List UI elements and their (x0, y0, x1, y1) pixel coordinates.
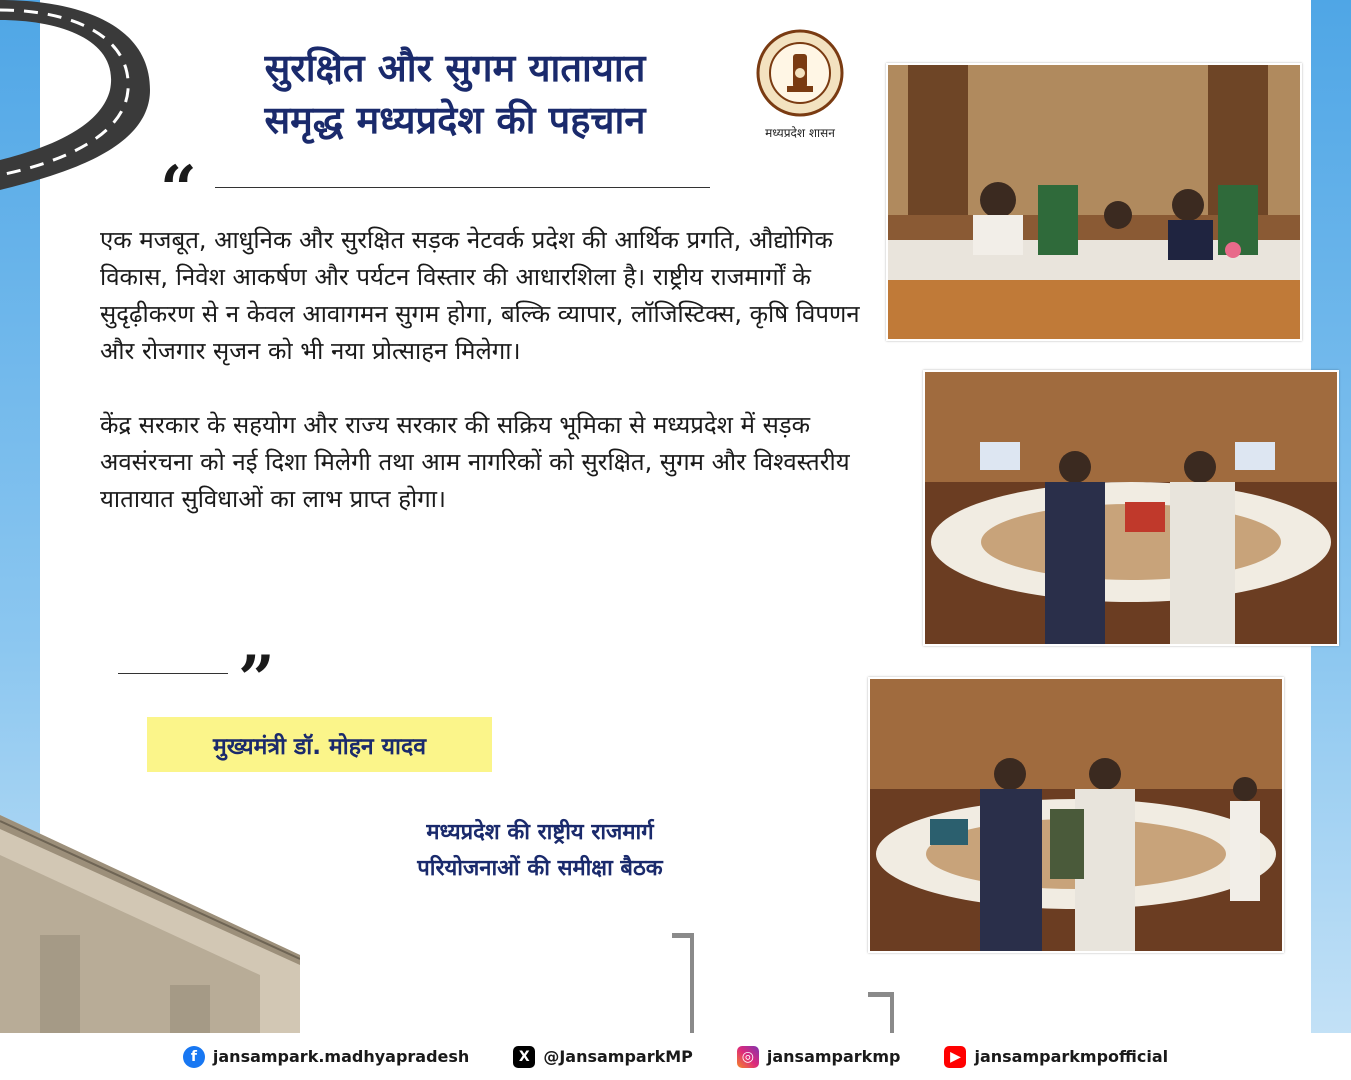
opening-quote-mark: “ (160, 152, 197, 227)
attribution-badge (147, 717, 492, 772)
youtube-handle: jansamparkmpofficial (974, 1047, 1169, 1066)
facebook-link[interactable] (183, 1046, 469, 1068)
quote-body (100, 222, 870, 555)
emblem-caption: मध्यप्रदेश शासन (765, 126, 835, 140)
flyover-graphic (0, 815, 300, 1035)
facebook-handle: jansampark.madhyapradesh (212, 1047, 470, 1066)
caption-line-2: परियोजनाओं की समीक्षा बैठक (417, 856, 663, 881)
youtube-link[interactable] (944, 1046, 1168, 1068)
instagram-link[interactable] (737, 1046, 901, 1068)
event-caption (340, 815, 740, 887)
social-footer (0, 1033, 1351, 1080)
caption-line-1: मध्यप्रदेश की राष्ट्रीय राजमार्ग (426, 820, 654, 845)
quote-paragraph-2: केंद्र सरकार के सहयोग और राज्य सरकार की सक्रिय भूमिका से मध्यप्रदेश में सड़क अवसंरचना को नई दिशा मिलेगी तथा आम नागरिकों को सुरक्षित, सुगम और विश्वस्तरीय यातायात सुविधाओं का लाभ प्राप्त होगा। (100, 411, 850, 513)
instagram-handle: jansamparkmp (766, 1047, 901, 1066)
attribution-name: मुख्यमंत्री डॉ. मोहन यादव (213, 733, 426, 760)
mp-government-emblem-icon (755, 28, 845, 118)
title-line-2: समृद्ध मध्यप्रदेश की पहचान (264, 98, 646, 142)
meeting-photo-2 (923, 370, 1339, 646)
road-graphic (0, 0, 150, 190)
title-line-1: सुरक्षित और सुगम यातायात (264, 46, 646, 90)
x-link[interactable] (513, 1046, 693, 1068)
youtube-icon: ▶ (944, 1046, 966, 1068)
page-title (200, 42, 710, 146)
instagram-icon: ◎ (737, 1046, 759, 1068)
street-lamp-1 (670, 930, 700, 1040)
government-emblem (752, 28, 848, 138)
x-handle: @JansamparkMP (543, 1047, 693, 1066)
meeting-photo-1 (886, 63, 1302, 341)
x-icon: X (513, 1046, 535, 1068)
quote-paragraph-1: एक मजबूत, आधुनिक और सुरक्षित सड़क नेटवर्क प्रदेश की आर्थिक प्रगति, औद्योगिक विकास, निवेश आकर्षण और पर्यटन विस्तार की आधारशिला है। राष्ट्रीय राजमार्गों के सुदृढ़ीकरण से न केवल आवागमन सुगम होगा, बल्कि व्यापार, लॉजिस्टिक्स, कृषि विपणन और रोजगार सृजन को भी नया प्रोत्साहन मिलेगा। (100, 226, 860, 365)
quote-divider-bottom (118, 673, 228, 674)
facebook-icon: f (183, 1046, 205, 1068)
quote-divider-top (215, 187, 710, 188)
closing-quote-mark: ” (238, 642, 275, 717)
meeting-photo-3 (868, 677, 1284, 953)
